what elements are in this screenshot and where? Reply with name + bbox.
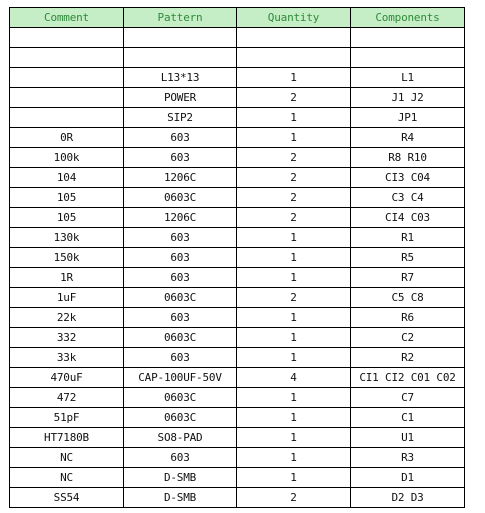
comment-cell: 22k xyxy=(10,308,124,328)
table-row xyxy=(10,168,465,188)
table-row xyxy=(10,308,465,328)
table-row xyxy=(10,28,465,48)
table-row xyxy=(10,288,465,308)
table-body xyxy=(10,28,465,508)
table-row xyxy=(10,108,465,128)
table-row xyxy=(10,188,465,208)
table-row xyxy=(10,48,465,68)
pattern-cell: 0603C xyxy=(124,388,237,408)
quantity-cell: 1 xyxy=(237,468,351,488)
pattern-cell: D-SMB xyxy=(124,468,237,488)
comment-cell: NC xyxy=(10,448,124,468)
comment-cell xyxy=(10,88,124,108)
comment-cell: 0R xyxy=(10,128,124,148)
comment-cell: 33k xyxy=(10,348,124,368)
quantity-cell xyxy=(237,28,351,48)
components-cell: R2 xyxy=(351,348,465,368)
quantity-cell: 2 xyxy=(237,88,351,108)
table-row xyxy=(10,408,465,428)
components-cell: R4 xyxy=(351,128,465,148)
components-cell: C1 xyxy=(351,408,465,428)
quantity-cell: 2 xyxy=(237,288,351,308)
pattern-cell: 603 xyxy=(124,348,237,368)
quantity-cell: 1 xyxy=(237,248,351,268)
components-cell: C3 C4 xyxy=(351,188,465,208)
pattern-cell: 603 xyxy=(124,268,237,288)
table-row xyxy=(10,368,465,388)
table-row xyxy=(10,268,465,288)
pattern-cell: SIP2 xyxy=(124,108,237,128)
quantity-cell: 1 xyxy=(237,408,351,428)
components-cell: R7 xyxy=(351,268,465,288)
pattern-cell xyxy=(124,48,237,68)
pattern-cell: 603 xyxy=(124,448,237,468)
pattern-cell: 0603C xyxy=(124,288,237,308)
components-cell: R5 xyxy=(351,248,465,268)
pattern-cell: SO8-PAD xyxy=(124,428,237,448)
comment-cell: 105 xyxy=(10,208,124,228)
quantity-cell: 1 xyxy=(237,328,351,348)
quantity-cell: 1 xyxy=(237,388,351,408)
table-row xyxy=(10,468,465,488)
quantity-cell: 1 xyxy=(237,268,351,288)
components-cell: R1 xyxy=(351,228,465,248)
components-cell: CI4 C03 xyxy=(351,208,465,228)
table-row xyxy=(10,248,465,268)
quantity-cell: 4 xyxy=(237,368,351,388)
table-row xyxy=(10,148,465,168)
bom-table xyxy=(9,7,465,508)
table-header xyxy=(10,8,465,28)
quantity-cell xyxy=(237,48,351,68)
comment-cell: 100k xyxy=(10,148,124,168)
quantity-cell: 1 xyxy=(237,108,351,128)
components-cell: J1 J2 xyxy=(351,88,465,108)
comment-cell: 332 xyxy=(10,328,124,348)
components-cell: C7 xyxy=(351,388,465,408)
pattern-cell: 1206C xyxy=(124,208,237,228)
components-cell: R6 xyxy=(351,308,465,328)
quantity-cell: 2 xyxy=(237,188,351,208)
comment-cell: SS54 xyxy=(10,488,124,508)
comment-cell: 51pF xyxy=(10,408,124,428)
pattern-cell: 603 xyxy=(124,308,237,328)
table-row xyxy=(10,328,465,348)
comment-cell: 472 xyxy=(10,388,124,408)
header-pattern: Pattern xyxy=(124,8,237,28)
quantity-cell: 1 xyxy=(237,348,351,368)
components-cell: CI3 C04 xyxy=(351,168,465,188)
table-row xyxy=(10,348,465,368)
comment-cell xyxy=(10,48,124,68)
comment-cell: HT7180B xyxy=(10,428,124,448)
quantity-cell: 1 xyxy=(237,428,351,448)
pattern-cell: 0603C xyxy=(124,408,237,428)
components-cell: D1 xyxy=(351,468,465,488)
header-row xyxy=(10,8,465,28)
table-row xyxy=(10,488,465,508)
quantity-cell: 1 xyxy=(237,128,351,148)
table-row xyxy=(10,208,465,228)
quantity-cell: 1 xyxy=(237,308,351,328)
table-row xyxy=(10,68,465,88)
components-cell: JP1 xyxy=(351,108,465,128)
comment-cell xyxy=(10,108,124,128)
pattern-cell: D-SMB xyxy=(124,488,237,508)
comment-cell: 1uF xyxy=(10,288,124,308)
table-row xyxy=(10,388,465,408)
components-cell: L1 xyxy=(351,68,465,88)
header-comment: Comment xyxy=(10,8,124,28)
comment-cell: 150k xyxy=(10,248,124,268)
pattern-cell: CAP-100UF-50V xyxy=(124,368,237,388)
pattern-cell: 603 xyxy=(124,128,237,148)
components-cell: C5 C8 xyxy=(351,288,465,308)
quantity-cell: 2 xyxy=(237,208,351,228)
comment-cell: 130k xyxy=(10,228,124,248)
components-cell: R8 R10 xyxy=(351,148,465,168)
table-row xyxy=(10,448,465,468)
comment-cell xyxy=(10,28,124,48)
pattern-cell: POWER xyxy=(124,88,237,108)
quantity-cell: 2 xyxy=(237,488,351,508)
header-quantity: Quantity xyxy=(237,8,351,28)
components-cell: R3 xyxy=(351,448,465,468)
pattern-cell: 0603C xyxy=(124,188,237,208)
pattern-cell: 603 xyxy=(124,228,237,248)
table-row xyxy=(10,428,465,448)
comment-cell: 470uF xyxy=(10,368,124,388)
comment-cell xyxy=(10,68,124,88)
comment-cell: 105 xyxy=(10,188,124,208)
components-cell: U1 xyxy=(351,428,465,448)
comment-cell: NC xyxy=(10,468,124,488)
table-row xyxy=(10,228,465,248)
comment-cell: 1R xyxy=(10,268,124,288)
components-cell xyxy=(351,48,465,68)
pattern-cell: 0603C xyxy=(124,328,237,348)
pattern-cell: 1206C xyxy=(124,168,237,188)
pattern-cell xyxy=(124,28,237,48)
table-row xyxy=(10,128,465,148)
quantity-cell: 2 xyxy=(237,148,351,168)
quantity-cell: 1 xyxy=(237,68,351,88)
components-cell: CI1 CI2 C01 C02 xyxy=(351,368,465,388)
quantity-cell: 1 xyxy=(237,228,351,248)
quantity-cell: 1 xyxy=(237,448,351,468)
header-components: Components xyxy=(351,8,465,28)
pattern-cell: L13*13 xyxy=(124,68,237,88)
table-row xyxy=(10,88,465,108)
components-cell: D2 D3 xyxy=(351,488,465,508)
comment-cell: 104 xyxy=(10,168,124,188)
pattern-cell: 603 xyxy=(124,248,237,268)
quantity-cell: 2 xyxy=(237,168,351,188)
components-cell: C2 xyxy=(351,328,465,348)
pattern-cell: 603 xyxy=(124,148,237,168)
components-cell xyxy=(351,28,465,48)
